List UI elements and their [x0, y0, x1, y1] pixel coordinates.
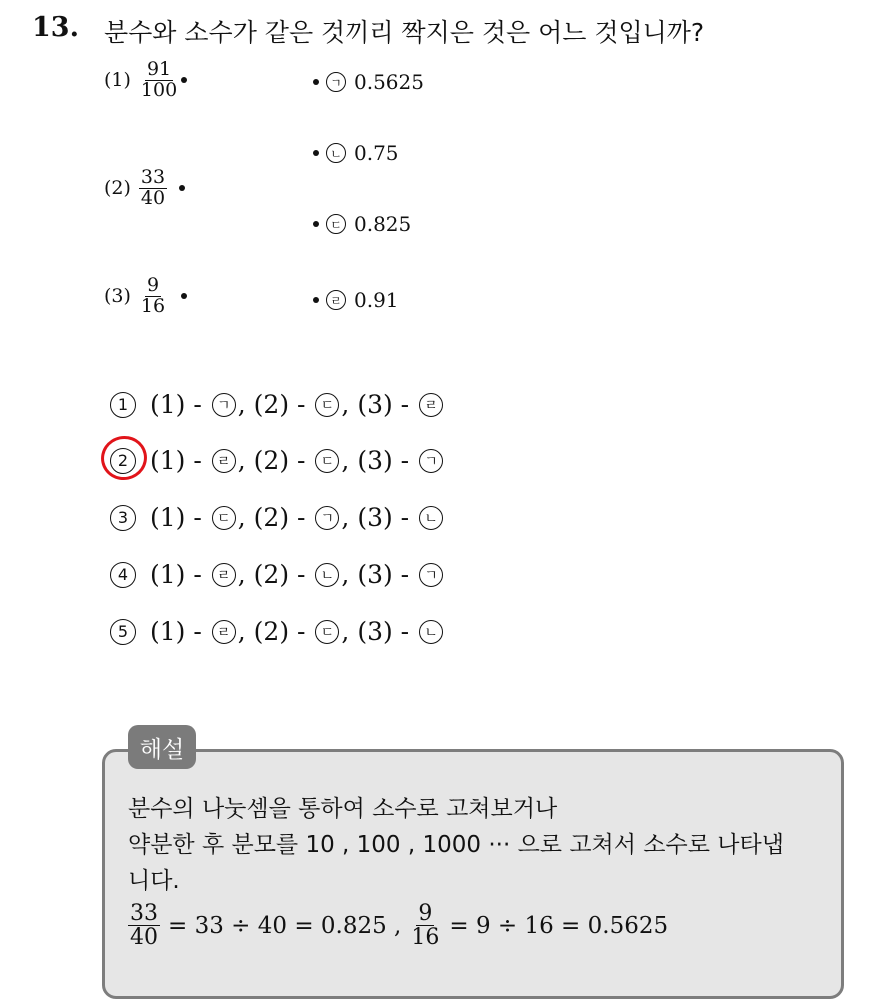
choice-number: 5	[110, 619, 136, 645]
circled-symbol: ㄱ	[212, 393, 236, 417]
left-item-2	[104, 168, 185, 209]
circled-symbol: ㄷ	[326, 214, 346, 234]
connect-dot[interactable]	[313, 221, 319, 227]
choice-number: 4	[110, 562, 136, 588]
left-item-label: (1)	[104, 69, 131, 92]
choice-part: , (2) -	[237, 446, 306, 475]
choice-3[interactable]	[110, 503, 445, 532]
right-item-2	[313, 141, 399, 165]
denominator: 40	[140, 186, 166, 209]
fraction	[139, 276, 167, 317]
choice-4[interactable]	[110, 560, 445, 589]
explanation-tag: 해설	[128, 725, 196, 769]
choice-5[interactable]	[110, 617, 445, 646]
numerator: 91	[146, 58, 172, 80]
choice-part: (1) -	[150, 617, 202, 646]
choice-1[interactable]	[110, 390, 445, 419]
choice-number: 2	[110, 448, 136, 474]
choice-part: , (3) -	[341, 617, 410, 646]
circled-symbol: ㄷ	[315, 620, 339, 644]
explanation-box	[102, 749, 844, 999]
question-text: 분수와 소수가 같은 것끼리 짝지은 것은 어느 것입니까?	[104, 18, 705, 47]
circled-symbol: ㄹ	[326, 290, 346, 310]
answer-mark	[97, 432, 151, 485]
numerator: 33	[140, 166, 166, 188]
numerator: 9	[418, 901, 433, 926]
circled-symbol: ㄷ	[315, 449, 339, 473]
left-item-1	[104, 60, 187, 101]
decimal-value: 0.5625	[354, 70, 424, 94]
circled-symbol: ㄴ	[326, 143, 346, 163]
fraction	[139, 168, 167, 209]
fraction	[139, 60, 179, 101]
circled-symbol: ㄴ	[419, 506, 443, 530]
circled-symbol: ㄹ	[212, 563, 236, 587]
right-item-3	[313, 212, 411, 236]
circled-symbol: ㄷ	[212, 506, 236, 530]
circled-symbol: ㄴ	[315, 563, 339, 587]
circled-symbol: ㄴ	[419, 620, 443, 644]
connect-dot[interactable]	[181, 293, 187, 299]
fraction	[409, 902, 441, 949]
denominator: 40	[130, 925, 158, 951]
connect-dot[interactable]	[313, 150, 319, 156]
choice-part: , (3) -	[341, 446, 410, 475]
right-item-1	[313, 70, 424, 94]
connect-dot[interactable]	[313, 79, 319, 85]
choice-part: , (2) -	[237, 503, 306, 532]
circled-symbol: ㄱ	[326, 72, 346, 92]
denominator: 100	[140, 78, 178, 101]
choice-number: 1	[110, 392, 136, 418]
left-item-label: (3)	[104, 285, 131, 308]
left-item-label: (2)	[104, 177, 131, 200]
choice-part: (1) -	[150, 446, 202, 475]
circled-symbol: ㄹ	[419, 393, 443, 417]
connect-dot[interactable]	[179, 185, 185, 191]
connect-dot[interactable]	[181, 77, 187, 83]
decimal-value: 0.91	[354, 288, 399, 312]
circled-symbol: ㄹ	[212, 620, 236, 644]
question-number: 13.	[32, 12, 79, 43]
explanation-equation	[128, 902, 676, 949]
left-item-3	[104, 276, 187, 317]
equation-text: = 33 ÷ 40 = 0.825 ,	[168, 912, 402, 939]
choice-part: , (3) -	[341, 560, 410, 589]
choice-part: (1) -	[150, 560, 202, 589]
choice-part: , (3) -	[341, 503, 410, 532]
circled-symbol: ㄱ	[315, 506, 339, 530]
choice-part: , (3) -	[341, 390, 410, 419]
choice-part: (1) -	[150, 503, 202, 532]
choice-part: , (2) -	[237, 560, 306, 589]
numerator: 33	[130, 901, 158, 926]
explanation-line-2: 약분한 후 분모를 10 , 100 , 1000 ··· 으로 고쳐서 소수로 나타냅	[128, 832, 784, 858]
choice-part: (1) -	[150, 390, 202, 419]
choice-2[interactable]	[110, 446, 445, 475]
circled-symbol: ㄹ	[212, 449, 236, 473]
circled-symbol: ㄷ	[315, 393, 339, 417]
denominator: 16	[411, 925, 440, 951]
circled-symbol: ㄱ	[419, 449, 443, 473]
right-item-4	[313, 288, 399, 312]
explanation-line-1: 분수의 나눗셈을 통하여 소수로 고쳐보거나	[128, 796, 558, 822]
denominator: 16	[140, 294, 166, 317]
choice-number: 3	[110, 505, 136, 531]
numerator: 9	[146, 274, 160, 296]
circled-symbol: ㄱ	[419, 563, 443, 587]
connect-dot[interactable]	[313, 297, 319, 303]
equation-text: = 9 ÷ 16 = 0.5625	[449, 912, 669, 939]
decimal-value: 0.75	[354, 141, 399, 165]
explanation-line-3: 니다.	[128, 868, 180, 894]
choice-part: , (2) -	[237, 617, 306, 646]
decimal-value: 0.825	[354, 212, 412, 236]
choice-part: , (2) -	[237, 390, 306, 419]
fraction	[128, 902, 160, 949]
